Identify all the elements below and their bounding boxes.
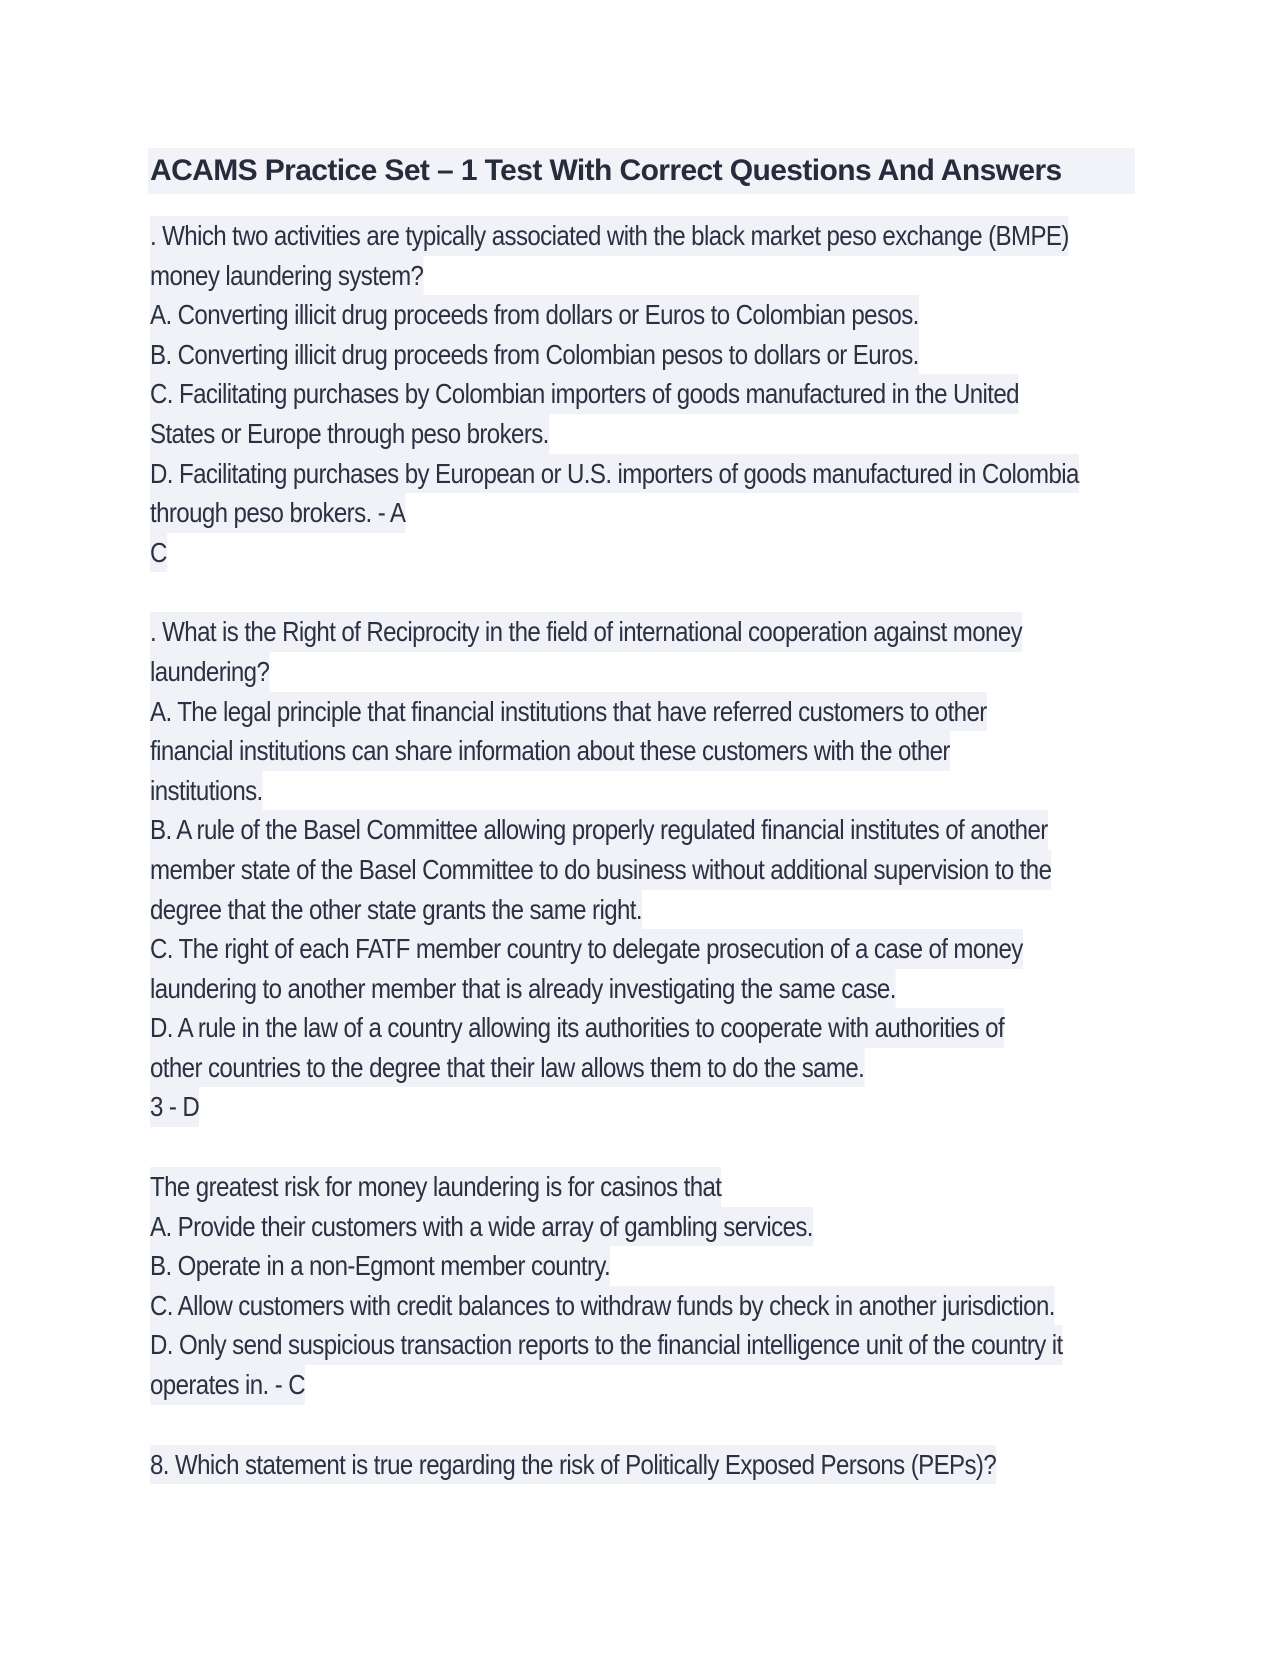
answer-option-a-cont: institutions. bbox=[150, 771, 1140, 811]
answer-option-d-cont: through peso brokers. - A bbox=[150, 493, 1140, 533]
question-block-1 bbox=[150, 216, 1140, 572]
answer-option-a: A. Provide their customers with a wide array of gambling services. bbox=[150, 1207, 1140, 1247]
answer-option-b-cont: degree that the other state grants the same right. bbox=[150, 890, 1140, 930]
question-line: . Which two activities are typically associated with the black market peso exchange (BMPE) bbox=[150, 216, 1140, 256]
question-line: money laundering system? bbox=[150, 256, 1140, 296]
answer-option-c-cont: laundering to another member that is already investigating the same case. bbox=[150, 969, 1140, 1009]
answer-option-b-cont: member state of the Basel Committee to do business without additional supervision to the bbox=[150, 850, 1140, 890]
answer-key: 3 - D bbox=[150, 1087, 1140, 1127]
answer-option-d-cont: other countries to the degree that their law allows them to do the same. bbox=[150, 1048, 1140, 1088]
question-block-4 bbox=[150, 1445, 1140, 1485]
question-line: The greatest risk for money laundering is for casinos that bbox=[150, 1167, 1140, 1207]
answer-option-d: D. A rule in the law of a country allowing its authorities to cooperate with authorities of bbox=[150, 1008, 1140, 1048]
answer-option-b: B. Converting illicit drug proceeds from Colombian pesos to dollars or Euros. bbox=[150, 335, 1140, 375]
answer-option-c: C. Facilitating purchases by Colombian importers of goods manufactured in the United bbox=[150, 374, 1140, 414]
answer-key: C bbox=[150, 533, 1140, 573]
answer-option-c: C. Allow customers with credit balances to withdraw funds by check in another jurisdiction. bbox=[150, 1286, 1140, 1326]
question-line: . What is the Right of Reciprocity in the field of international cooperation against money bbox=[150, 612, 1140, 652]
document-title: ACAMS Practice Set – 1 Test With Correct Questions And Answers bbox=[148, 148, 1135, 194]
question-block-2 bbox=[150, 612, 1140, 1127]
answer-option-d: D. Only send suspicious transaction reports to the financial intelligence unit of the country it bbox=[150, 1325, 1140, 1365]
answer-option-a-cont: financial institutions can share information about these customers with the other bbox=[150, 731, 1140, 771]
answer-option-a: A. The legal principle that financial institutions that have referred customers to other bbox=[150, 692, 1140, 732]
answer-option-a: A. Converting illicit drug proceeds from dollars or Euros to Colombian pesos. bbox=[150, 295, 1140, 335]
question-line: 8. Which statement is true regarding the risk of Politically Exposed Persons (PEPs)? bbox=[150, 1445, 1140, 1485]
answer-option-d-cont: operates in. - C bbox=[150, 1365, 1140, 1405]
answer-option-d: D. Facilitating purchases by European or U.S. importers of goods manufactured in Colombia bbox=[150, 454, 1140, 494]
question-line: laundering? bbox=[150, 652, 1140, 692]
answer-option-c-cont: States or Europe through peso brokers. bbox=[150, 414, 1140, 454]
document-page bbox=[150, 148, 1140, 1484]
question-block-3 bbox=[150, 1167, 1140, 1405]
answer-option-c: C. The right of each FATF member country to delegate prosecution of a case of money bbox=[150, 929, 1140, 969]
answer-option-b: B. A rule of the Basel Committee allowing properly regulated financial institutes of another bbox=[150, 810, 1140, 850]
answer-option-b: B. Operate in a non-Egmont member country. bbox=[150, 1246, 1140, 1286]
